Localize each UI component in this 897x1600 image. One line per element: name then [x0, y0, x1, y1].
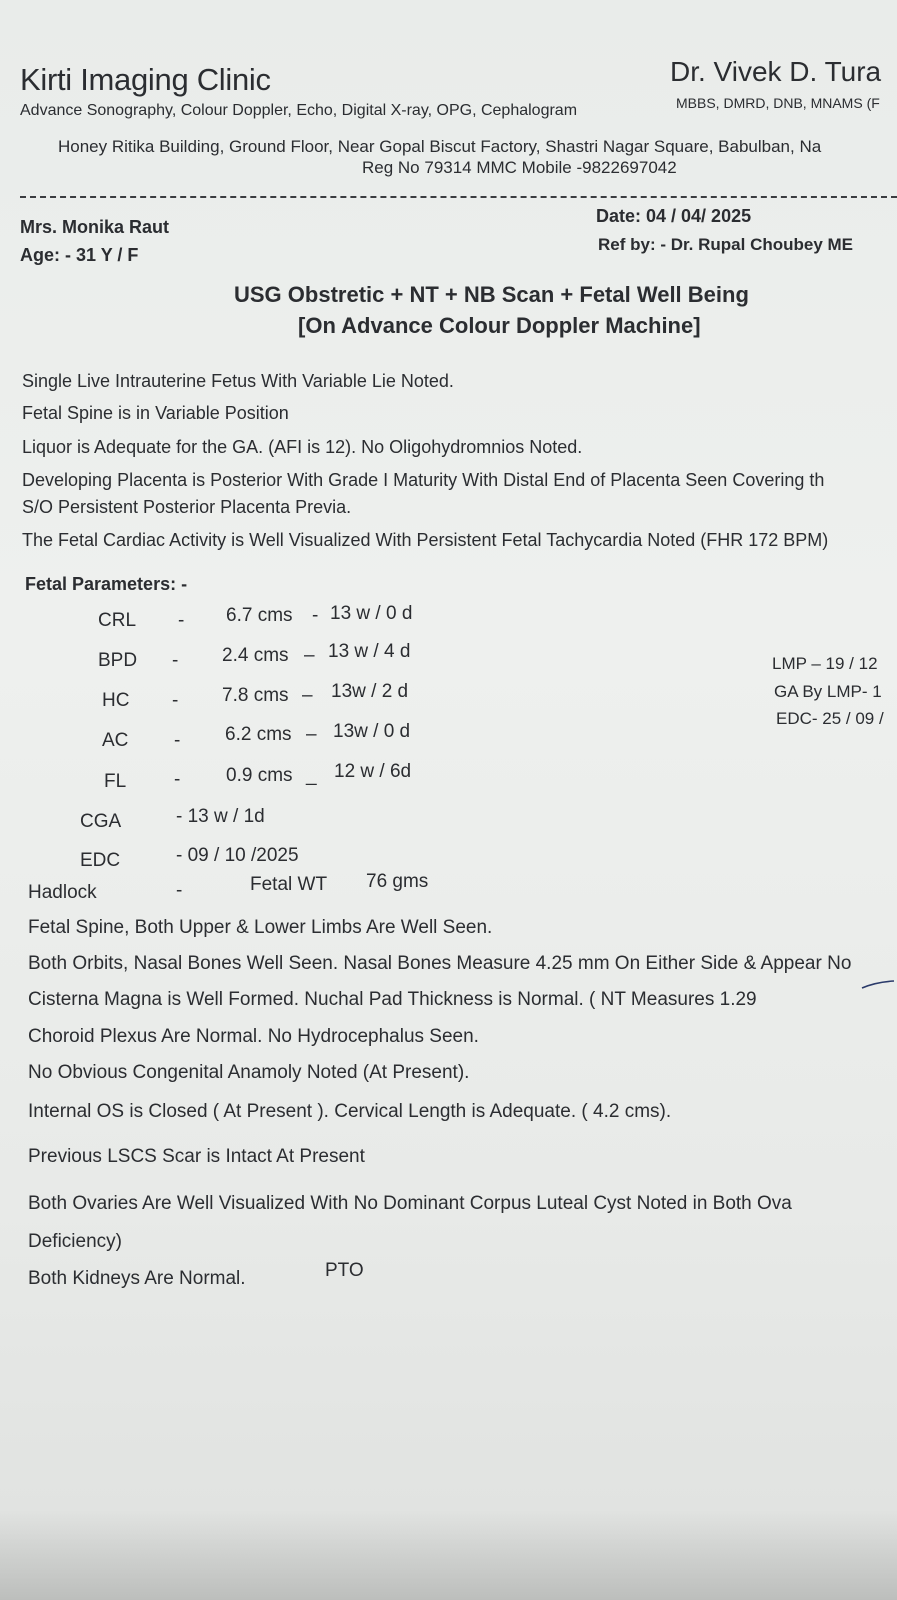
param-separator: _ [306, 765, 317, 786]
param-value: 2.4 cms [222, 645, 289, 666]
referred-by: Ref by: - Dr. Rupal Choubey ME [598, 235, 854, 254]
side-note: EDC- 25 / 09 / [776, 709, 884, 728]
edc-value: - 09 / 10 /2025 [176, 845, 299, 866]
param-value: 7.8 cms [222, 685, 289, 706]
side-note: GA By LMP- 1 [774, 682, 882, 701]
observation-line: Both Kidneys Are Normal. [28, 1268, 246, 1289]
observation-line: Both Orbits, Nasal Bones Well Seen. Nasal Bones Measure 4.25 mm On Either Side & Appear No [28, 953, 852, 974]
observation-line: Choroid Plexus Are Normal. No Hydrocephalus Seen. [28, 1026, 479, 1047]
header-divider [20, 196, 897, 198]
report-title: USG Obstretic + NT + NB Scan + Fetal Well Being [234, 282, 749, 307]
clinic-name: Kirti Imaging Clinic [20, 62, 271, 97]
param-value: 6.7 cms [226, 605, 293, 626]
param-gestational-age: 13 w / 4 d [328, 641, 411, 662]
param-gestational-age: 13w / 2 d [331, 681, 409, 702]
param-gestational-age: 13w / 0 d [333, 721, 411, 742]
param-name: HC [102, 690, 130, 711]
fetal-weight-value: 76 gms [366, 871, 429, 892]
observation-line: Deficiency) [28, 1231, 122, 1252]
patient-age: Age: - 31 Y / F [20, 245, 139, 265]
param-gestational-age: 12 w / 6d [334, 761, 412, 782]
param-separator: – [302, 685, 313, 706]
param-dash: - [178, 610, 185, 631]
param-name: CRL [98, 610, 137, 631]
param-dash: - [172, 650, 179, 671]
report-date: Date: 04 / 04/ 2025 [596, 206, 752, 226]
param-separator: – [306, 724, 317, 745]
registration-line: Reg No 79314 MMC Mobile -9822697042 [362, 158, 677, 177]
param-name: BPD [98, 650, 138, 671]
finding-line: S/O Persistent Posterior Placenta Previa. [22, 497, 352, 517]
finding-line: Fetal Spine is in Variable Position [22, 403, 289, 423]
cga-label: CGA [80, 811, 122, 832]
param-dash: - [174, 769, 181, 790]
finding-line: Liquor is Adequate for the GA. (AFI is 12). No Oligohydromnios Noted. [22, 437, 583, 457]
observation-line: Internal OS is Closed ( At Present ). Cervical Length is Adequate. ( 4.2 cms). [28, 1101, 672, 1122]
param-dash: - [174, 730, 181, 751]
clinic-address: Honey Ritika Building, Ground Floor, Near Gopal Biscut Factory, Shastri Nagar Square, Babulban, Na [58, 137, 822, 156]
patient-name: Mrs. Monika Raut [20, 217, 170, 237]
finding-line: Developing Placenta is Posterior With Grade I Maturity With Distal End of Placenta Seen Covering th [22, 470, 825, 490]
param-name: AC [102, 730, 129, 751]
param-separator: - [312, 605, 319, 626]
param-dash: - [172, 690, 179, 711]
param-value: 0.9 cms [226, 765, 293, 786]
observation-line: Fetal Spine, Both Upper & Lower Limbs Are Well Seen. [28, 917, 493, 938]
hadlock-dash: - [176, 880, 183, 901]
observation-line: Both Ovaries Are Well Visualized With No Dominant Corpus Luteal Cyst Noted in Both Ova [28, 1193, 792, 1214]
cga-value: - 13 w / 1d [176, 806, 265, 827]
finding-line: The Fetal Cardiac Activity is Well Visualized With Persistent Fetal Tachycardia Noted (FHR 172 BPM) [22, 530, 829, 550]
fetal-weight-label: Fetal WT [250, 874, 328, 895]
side-note: LMP – 19 / 12 [772, 654, 878, 673]
fetal-parameters-heading: Fetal Parameters: - [25, 574, 188, 594]
pen-underline-mark [860, 978, 896, 992]
observation-line: No Obvious Congenital Anamoly Noted (At Present). [28, 1062, 470, 1083]
clinic-services: Advance Sonography, Colour Doppler, Echo, Digital X-ray, OPG, Cephalogram [20, 102, 578, 119]
edc-label: EDC [80, 850, 121, 871]
finding-line: Single Live Intrauterine Fetus With Variable Lie Noted. [22, 371, 454, 391]
observation-line: Previous LSCS Scar is Intact At Present [28, 1146, 365, 1167]
param-name: FL [104, 771, 127, 792]
doctor-name: Dr. Vivek D. Tura [670, 56, 882, 87]
param-separator: – [304, 645, 315, 666]
param-gestational-age: 13 w / 0 d [330, 603, 413, 624]
observation-line: Cisterna Magna is Well Formed. Nuchal Pad Thickness is Normal. ( NT Measures 1.29 [28, 989, 757, 1010]
doctor-qualifications: MBBS, DMRD, DNB, MNAMS (F [676, 95, 880, 111]
pto-note: PTO [325, 1260, 364, 1281]
hadlock-label: Hadlock [28, 882, 97, 903]
report-subtitle: [On Advance Colour Doppler Machine] [298, 313, 701, 338]
param-value: 6.2 cms [225, 724, 292, 745]
